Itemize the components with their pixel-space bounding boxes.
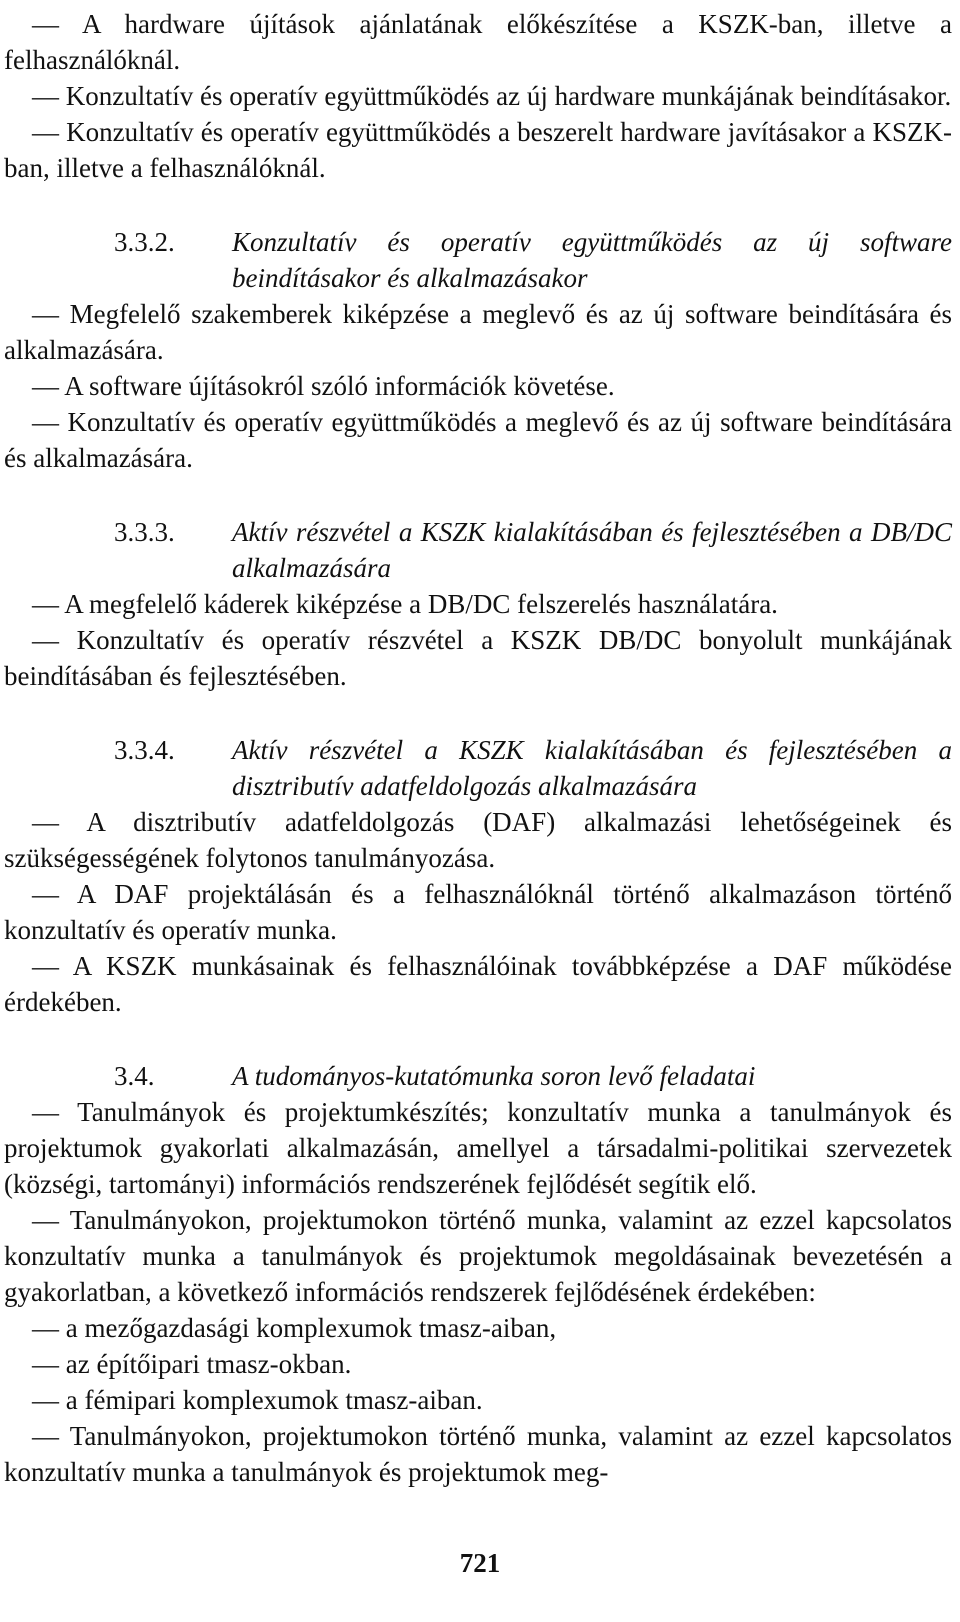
list-item: — Tanulmányokon, projektumokon történő munka, valamint az ezzel kapcsolatos konzultatív munka a tanulmányok és projektumok megoldásainak bevezetésén a gyakorlatban, a következő információs rendszerek fejlődésének érdekében: bbox=[4, 1205, 952, 1307]
section-number: 3.3.2. bbox=[114, 227, 175, 257]
section-number: 3.3.3. bbox=[114, 517, 175, 547]
list-item: — Tanulmányok és projektumkészítés; konzultatív munka a tanulmányok és projektumok gyakorlati alkalmazásán, amellyel a társadalmi-politikai szervezetek (községi, tartományi) információs rendszerének fejlődését segítik elő. bbox=[4, 1097, 952, 1199]
section-gap bbox=[4, 1020, 952, 1058]
section-heading-3-3-3 bbox=[4, 514, 952, 586]
section-heading-3-4 bbox=[4, 1058, 952, 1094]
document-page bbox=[4, 6, 952, 1490]
section-title: Aktív részvétel a KSZK kialakításában és fejlesztésében a DB/DC alkalmazására bbox=[232, 517, 952, 583]
list-item: — A software újításokról szóló információk követése. bbox=[32, 371, 615, 401]
section-title: Konzultatív és operatív együttműködés az új software beindításakor és alkalmazásakor bbox=[232, 227, 952, 293]
list-item: — Konzultatív és operatív részvétel a KSZK DB/DC bonyolult munkájának beindításában és fejlesztésében. bbox=[4, 625, 952, 691]
list-item: — A DAF projektálásán és a felhasználóknál történő alkalmazáson történő konzultatív és operatív munka. bbox=[4, 879, 952, 945]
section-number: 3.4. bbox=[114, 1061, 155, 1091]
section-gap bbox=[4, 186, 952, 224]
section-gap bbox=[4, 476, 952, 514]
list-item: — Tanulmányokon, projektumokon történő munka, valamint az ezzel kapcsolatos konzultatív munka a tanulmányok és projektumok meg- bbox=[4, 1421, 952, 1487]
list-item: — A disztributív adatfeldolgozás (DAF) alkalmazási lehetőségeinek és szükségességének folytonos tanulmányozása. bbox=[4, 807, 952, 873]
intro-item-3: — Konzultatív és operatív együttműködés a beszerelt hardware javításakor a KSZK-ban, illetve a felhasználóknál. bbox=[4, 117, 952, 183]
section-gap bbox=[4, 694, 952, 732]
intro-item-1: — A hardware újítások ajánlatának előkészítése a KSZK-ban, illetve a felhasználóknál. bbox=[4, 9, 952, 75]
section-heading-3-3-4 bbox=[4, 732, 952, 804]
list-item: — Megfelelő szakemberek kiképzése a meglevő és az új software beindítására és alkalmazására. bbox=[4, 299, 952, 365]
list-item: — A KSZK munkásainak és felhasználóinak továbbképzése a DAF működése érdekében. bbox=[4, 951, 952, 1017]
list-item: — az építőipari tmasz-okban. bbox=[32, 1349, 352, 1379]
list-item: — A megfelelő káderek kiképzése a DB/DC felszerelés használatára. bbox=[32, 589, 778, 619]
list-item: — a fémipari komplexumok tmasz-aiban. bbox=[32, 1385, 483, 1415]
section-heading-3-3-2 bbox=[4, 224, 952, 296]
list-item: — Konzultatív és operatív együttműködés a meglevő és az új software beindítására és alkalmazására. bbox=[4, 407, 952, 473]
list-item: — a mezőgazdasági komplexumok tmasz-aiban, bbox=[32, 1313, 557, 1343]
section-title: A tudományos-kutatómunka soron levő feladatai bbox=[232, 1061, 756, 1091]
page-number: 721 bbox=[459, 1548, 501, 1578]
section-title: Aktív részvétel a KSZK kialakításában és fejlesztésében a disztributív adatfeldolgozás alkalmazására bbox=[232, 735, 952, 801]
section-number: 3.3.4. bbox=[114, 735, 175, 765]
intro-item-2: — Konzultatív és operatív együttműködés az új hardware munkájának beindításakor. bbox=[32, 81, 952, 111]
